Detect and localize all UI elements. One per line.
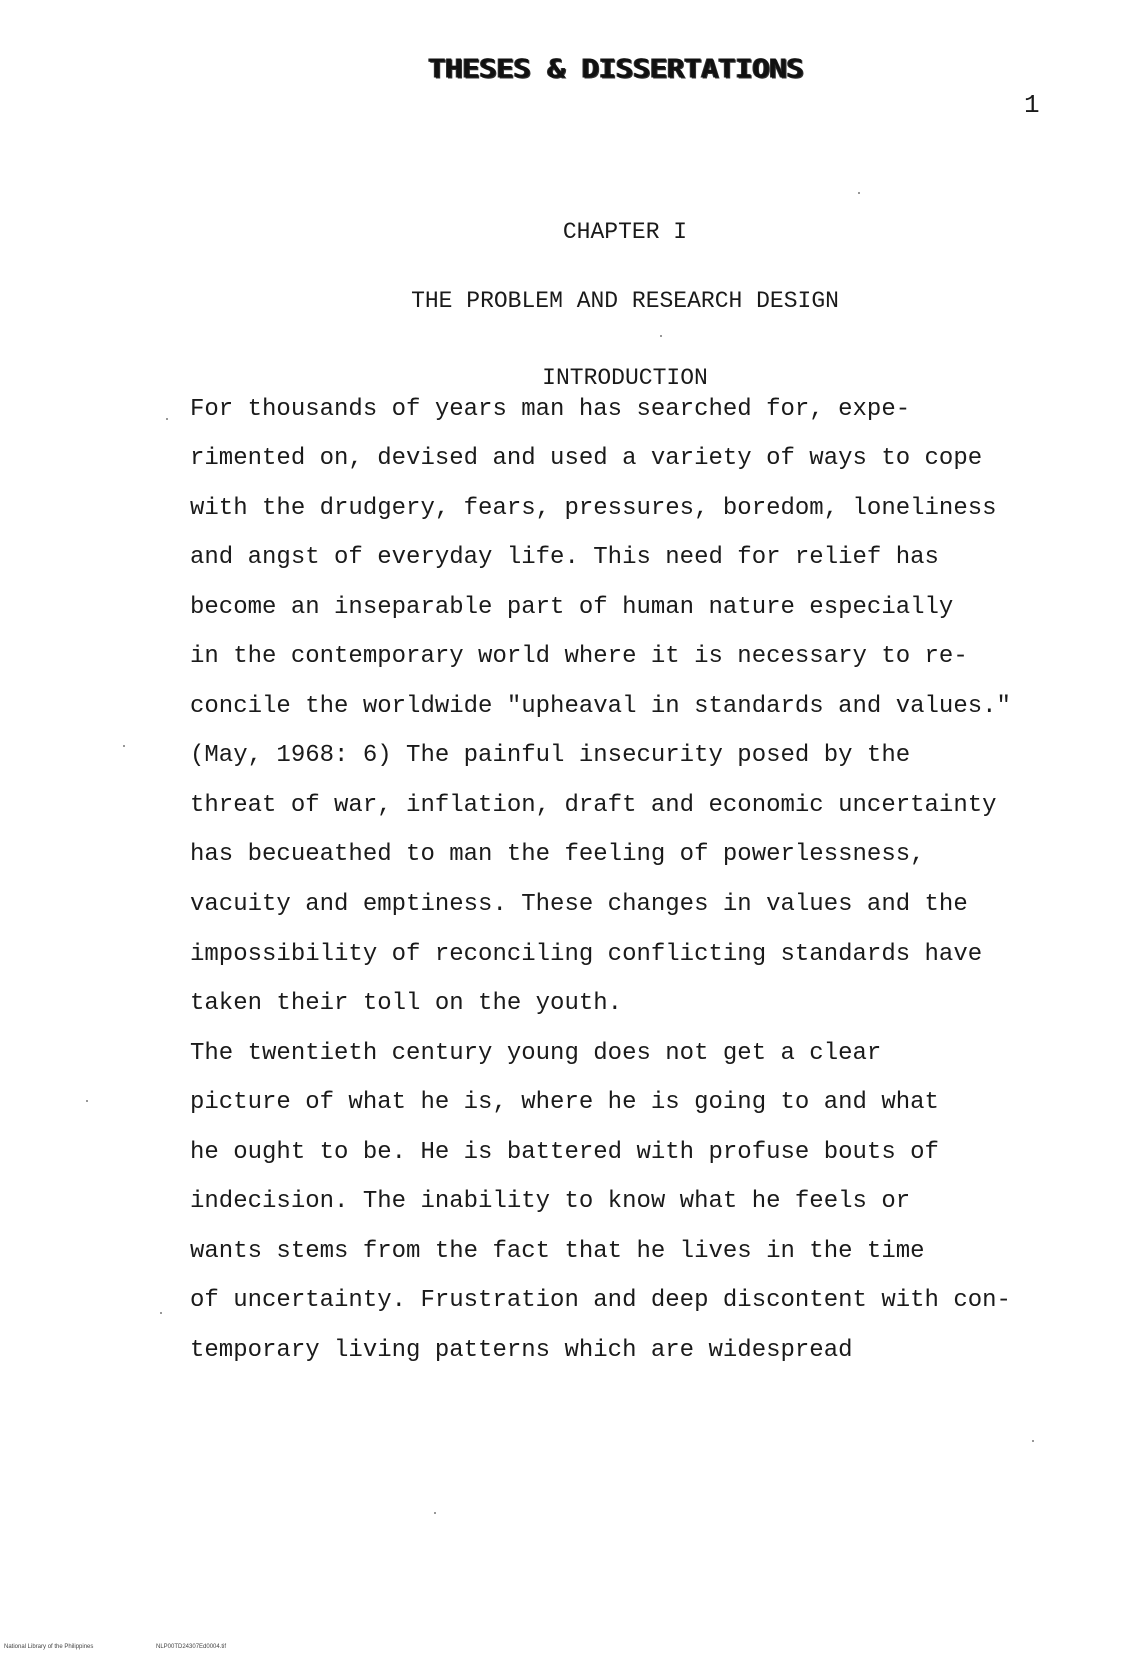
body-line: of uncertainty. Frustration and deep discontent with con-	[190, 1287, 1011, 1314]
scan-speck	[660, 335, 662, 337]
body-line: threat of war, inflation, draft and economic uncertainty	[190, 792, 997, 819]
chapter-subtitle: THE PROBLEM AND RESEARCH DESIGN	[411, 288, 839, 314]
scan-speck	[858, 192, 860, 194]
section-heading-introduction: INTRODUCTION	[542, 365, 708, 391]
body-line: indecision. The inability to know what he feels or	[190, 1188, 911, 1215]
body-line: in the contemporary world where it is necessary to re-	[190, 643, 968, 670]
scan-speck	[434, 1512, 436, 1514]
scan-speck	[86, 1100, 88, 1102]
body-line: concile the worldwide "upheaval in standards and values."	[190, 693, 1011, 720]
body-line: become an inseparable part of human nature especially	[190, 594, 954, 621]
body-line: wants stems from the fact that he lives in the time	[190, 1238, 925, 1265]
body-line: The twentieth century young does not get a clear	[190, 1040, 882, 1067]
body-line: (May, 1968: 6) The painful insecurity posed by the	[190, 742, 911, 769]
body-line: he ought to be. He is battered with profuse bouts of	[190, 1139, 939, 1166]
body-line: For thousands of years man has searched for, expe-	[190, 396, 911, 423]
body-line: with the drudgery, fears, pressures, boredom, loneliness	[190, 495, 997, 522]
scan-speck	[166, 418, 168, 420]
scan-speck	[160, 1312, 162, 1314]
body-line: picture of what he is, where he is going to and what	[190, 1089, 939, 1116]
body-line: vacuity and emptiness. These changes in values and the	[190, 891, 968, 918]
body-line: rimented on, devised and used a variety of ways to cope	[190, 445, 983, 472]
body-line: impossibility of reconciling conflicting standards have	[190, 941, 983, 968]
footer-library: National Library of the Philippines	[4, 1644, 94, 1650]
page-number: 1	[1024, 90, 1040, 120]
scan-speck	[1032, 1440, 1034, 1442]
body-line: and angst of everyday life. This need for relief has	[190, 544, 939, 571]
chapter-title: CHAPTER I	[562, 219, 688, 245]
footer-file-code: NLP00TD24307Ed0004.tif	[156, 1644, 227, 1650]
scan-speck	[123, 745, 125, 747]
body-line: has becueathed to man the feeling of powerlessness,	[190, 841, 925, 868]
body-line: taken their toll on the youth.	[190, 990, 623, 1017]
body-line: temporary living patterns which are widespread	[190, 1337, 853, 1364]
theses-dissertations-stamp: THESES & DISSERTATIONS	[428, 54, 804, 85]
